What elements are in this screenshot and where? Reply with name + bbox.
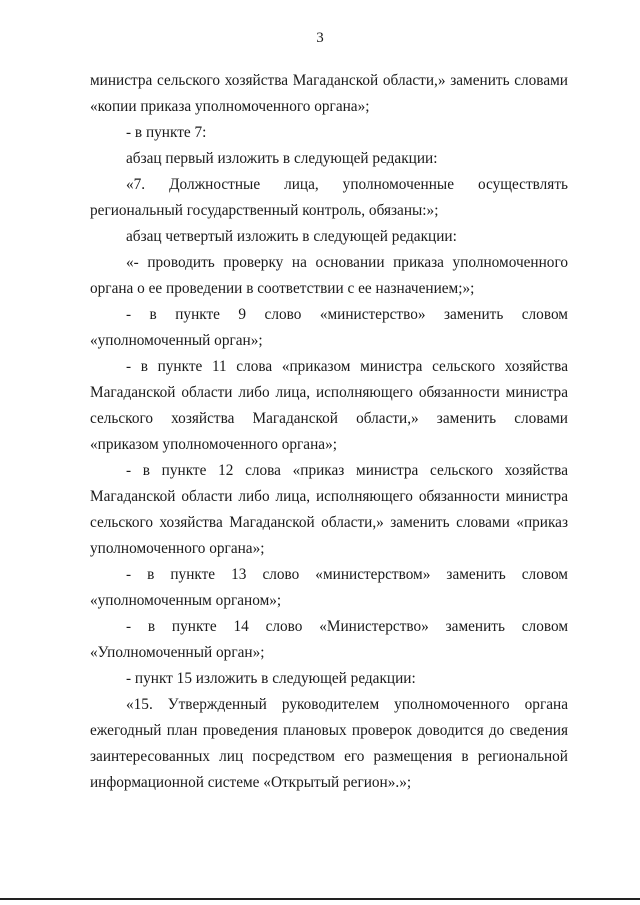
page-number: 3 bbox=[316, 30, 324, 46]
paragraph: «7. Должностные лица, уполномоченные осуществлять региональный государственный контроль, обязаны:»; bbox=[90, 176, 568, 219]
paragraph: - в пункте 13 слово «министерством» заменить словом «уполномоченным органом»; bbox=[90, 566, 568, 609]
paragraph: абзац четвертый изложить в следующей редакции: bbox=[126, 228, 457, 245]
paragraph: «15. Утвержденный руководителем уполномоченного органа ежегодный план проведения плановых проверок доводится до сведения заинтересованных лиц посредством его размещения в региональной информационной системе «Открытый регион».»; bbox=[90, 696, 568, 791]
page-bottom-edge bbox=[0, 898, 640, 900]
paragraph: - в пункте 12 слова «приказ министра сельского хозяйства Магаданской области либо лица, исполняющего обязанности министра сельского хозяйства Магаданской области,» заменить словами «приказ уполномоченного органа»; bbox=[90, 462, 568, 557]
paragraph: министра сельского хозяйства Магаданской области,» заменить словами «копии приказа уполномоченного органа»; bbox=[90, 72, 568, 115]
paragraph: «- проводить проверку на основании приказа уполномоченного органа о ее проведении в соответствии с ее назначением;»; bbox=[90, 254, 568, 297]
paragraph: - в пункте 9 слово «министерство» заменить словом «уполномоченный орган»; bbox=[90, 306, 568, 349]
document-body bbox=[90, 68, 568, 796]
paragraph: абзац первый изложить в следующей редакции: bbox=[126, 150, 438, 167]
paragraph: - пункт 15 изложить в следующей редакции: bbox=[126, 670, 416, 687]
paragraph: - в пункте 14 слово «Министерство» заменить словом «Уполномоченный орган»; bbox=[90, 618, 568, 661]
paragraph: - в пункте 7: bbox=[126, 124, 207, 141]
paragraph: - в пункте 11 слова «приказом министра сельского хозяйства Магаданской области либо лица, исполняющего обязанности министра сельского хозяйства Магаданской области,» заменить словами «приказом уполномоченного органа»; bbox=[90, 358, 568, 453]
